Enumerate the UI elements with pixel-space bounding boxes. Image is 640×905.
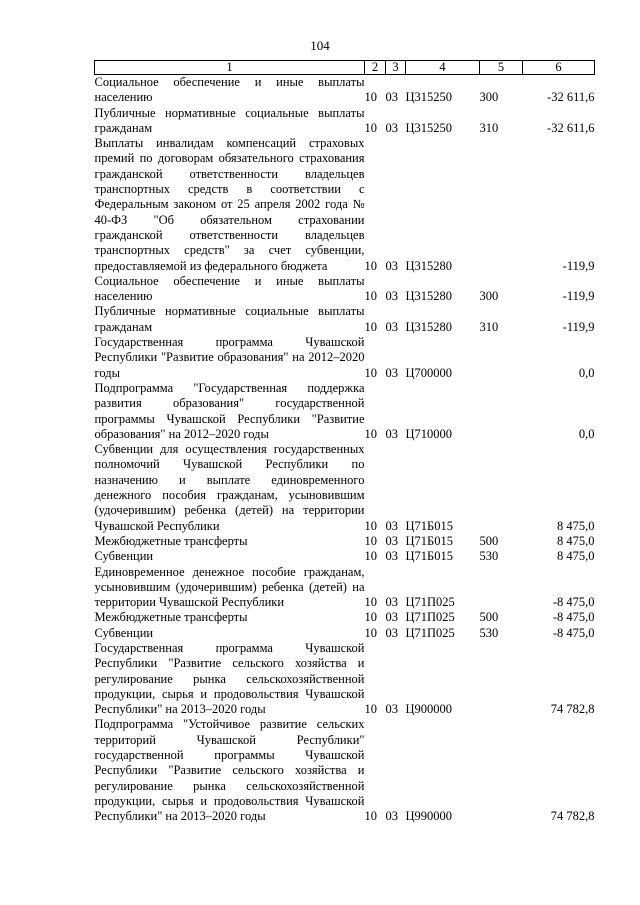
column-header-3: 3 bbox=[386, 61, 406, 75]
subsection-code-cell: 03 bbox=[385, 533, 398, 548]
subsection-code-cell: 03 bbox=[385, 289, 398, 304]
expense-type-cell bbox=[480, 381, 523, 442]
amount-cell: -119,9 bbox=[562, 319, 595, 334]
section-code-cell: 10 bbox=[364, 533, 377, 548]
section-code-cell: 10 bbox=[364, 319, 377, 334]
amount-cell: 74 782,8 bbox=[550, 809, 595, 824]
table-row bbox=[95, 442, 595, 534]
column-header-6: 6 bbox=[523, 61, 595, 75]
table-header-row bbox=[95, 61, 595, 75]
row-name-cell: Выплаты инвалидам компенсаций страховых премий по договорам обязательного страхования гражданской ответственности владельцев транспортных средств в соответствии с Федеральным законом от 25 апреля 2002 года № 40-ФЗ "Об обязательном страховании гражданской ответственности владельцев транспортных средств" за счет субвенции, предоставляемой из федерального бюджета bbox=[94, 136, 365, 273]
amount-cell: 8 475,0 bbox=[557, 518, 595, 533]
target-article-cell: Ц71Б015 bbox=[405, 549, 453, 564]
subsection-code-cell: 03 bbox=[385, 549, 398, 564]
amount-cell: 8 475,0 bbox=[557, 549, 595, 564]
amount-cell: -119,9 bbox=[562, 258, 595, 273]
expense-type-cell bbox=[480, 641, 523, 717]
amount-cell: -8 475,0 bbox=[552, 595, 595, 610]
expense-type-cell: 530 bbox=[479, 625, 499, 640]
expense-type-cell bbox=[480, 442, 523, 534]
amount-cell: -32 611,6 bbox=[547, 120, 595, 135]
subsection-code-cell: 03 bbox=[385, 625, 398, 640]
expense-type-cell: 310 bbox=[479, 319, 499, 334]
table-row bbox=[95, 136, 595, 274]
expense-type-cell bbox=[480, 565, 523, 611]
section-code-cell: 10 bbox=[364, 426, 377, 441]
amount-cell: -32 611,6 bbox=[547, 90, 595, 105]
page-number: 104 bbox=[310, 38, 330, 53]
section-code-cell: 10 bbox=[364, 90, 377, 105]
column-header-1: 1 bbox=[95, 61, 365, 75]
section-code-cell: 10 bbox=[364, 625, 377, 640]
expense-type-cell: 500 bbox=[479, 610, 499, 625]
row-name-cell: Единовременное денежное пособие гражданам, усыновившим (удочерившим) ребенка (детей) на территории Чувашской Республики bbox=[94, 564, 365, 610]
table-row bbox=[95, 534, 595, 549]
subsection-code-cell: 03 bbox=[385, 610, 398, 625]
expense-type-cell: 500 bbox=[479, 533, 499, 548]
row-name-cell: Социальное обеспечение и иные выплаты населению bbox=[94, 273, 365, 304]
subsection-code-cell: 03 bbox=[385, 365, 398, 380]
table-row bbox=[95, 717, 595, 824]
row-name-cell: Субвенции для осуществления государственных полномочий Чувашской Республики по назначению и выплате единовременного денежного пособия гражданам, усыновившим (удочерившим) ребенка (детей) на территории Чувашской Республики bbox=[94, 442, 365, 533]
target-article-cell: Ц71П025 bbox=[405, 595, 455, 610]
subsection-code-cell: 03 bbox=[385, 809, 398, 824]
row-name-cell: Субвенции bbox=[94, 625, 154, 640]
row-name-cell: Межбюджетные трансферты bbox=[94, 610, 248, 625]
subsection-code-cell: 03 bbox=[385, 426, 398, 441]
expense-type-cell: 310 bbox=[479, 120, 499, 135]
budget-table bbox=[94, 60, 595, 825]
target-article-cell: Ц700000 bbox=[405, 365, 453, 380]
amount-cell: -8 475,0 bbox=[552, 610, 595, 625]
row-name-cell: Подпрограмма "Государственная поддержка развития образования" государственной программы Чувашской Республики "Развитие образования" на 2012–2020 годы bbox=[94, 380, 365, 441]
amount-cell: 0,0 bbox=[578, 365, 595, 380]
section-code-cell: 10 bbox=[364, 518, 377, 533]
target-article-cell: Ц315280 bbox=[405, 258, 453, 273]
subsection-code-cell: 03 bbox=[385, 595, 398, 610]
subsection-code-cell: 03 bbox=[385, 90, 398, 105]
target-article-cell: Ц71П025 bbox=[405, 610, 455, 625]
table-row bbox=[95, 565, 595, 611]
table-row bbox=[95, 641, 595, 717]
section-code-cell: 10 bbox=[364, 120, 377, 135]
target-article-cell: Ц315250 bbox=[405, 90, 453, 105]
table-row bbox=[95, 610, 595, 625]
expense-type-cell: 300 bbox=[479, 289, 499, 304]
row-name-cell: Публичные нормативные социальные выплаты гражданам bbox=[94, 105, 365, 135]
row-name-cell: Государственная программа Чувашской Республики "Развитие сельского хозяйства и регулирование рынка сельскохозяйственной продукции, сырья и продовольствия Чувашской Республики" на 2013–2020 годы bbox=[94, 640, 365, 717]
section-code-cell: 10 bbox=[364, 289, 377, 304]
target-article-cell: Ц900000 bbox=[405, 702, 453, 717]
table-row bbox=[95, 549, 595, 564]
table-row bbox=[95, 106, 595, 137]
target-article-cell: Ц990000 bbox=[405, 809, 453, 824]
target-article-cell: Ц710000 bbox=[405, 426, 453, 441]
table-row bbox=[95, 626, 595, 641]
section-code-cell: 10 bbox=[364, 702, 377, 717]
table-row bbox=[95, 335, 595, 381]
column-header-2: 2 bbox=[365, 61, 386, 75]
row-name-cell: Социальное обеспечение и иные выплаты населению bbox=[94, 75, 365, 105]
section-code-cell: 10 bbox=[364, 365, 377, 380]
section-code-cell: 10 bbox=[364, 258, 377, 273]
amount-cell: -8 475,0 bbox=[552, 625, 595, 640]
table-row bbox=[95, 304, 595, 335]
section-code-cell: 10 bbox=[364, 809, 377, 824]
column-header-5: 5 bbox=[480, 61, 523, 75]
row-name-cell: Субвенции bbox=[94, 549, 154, 564]
section-code-cell: 10 bbox=[364, 595, 377, 610]
row-name-cell: Межбюджетные трансферты bbox=[94, 533, 248, 548]
subsection-code-cell: 03 bbox=[385, 258, 398, 273]
amount-cell: 8 475,0 bbox=[557, 533, 595, 548]
table-row bbox=[95, 381, 595, 442]
amount-cell: 74 782,8 bbox=[550, 702, 595, 717]
column-header-4: 4 bbox=[406, 61, 480, 75]
row-name-cell: Государственная программа Чувашской Республики "Развитие образования" на 2012–2020 годы bbox=[94, 335, 365, 380]
subsection-code-cell: 03 bbox=[385, 518, 398, 533]
target-article-cell: Ц315250 bbox=[405, 120, 453, 135]
subsection-code-cell: 03 bbox=[385, 702, 398, 717]
target-article-cell: Ц315280 bbox=[405, 319, 453, 334]
target-article-cell: Ц315280 bbox=[405, 289, 453, 304]
section-code-cell: 10 bbox=[364, 549, 377, 564]
table-row bbox=[95, 274, 595, 305]
target-article-cell: Ц71Б015 bbox=[405, 533, 453, 548]
target-article-cell: Ц71П025 bbox=[405, 625, 455, 640]
expense-type-cell bbox=[480, 717, 523, 824]
expense-type-cell: 530 bbox=[479, 549, 499, 564]
row-name-cell: Подпрограмма "Устойчивое развитие сельских территорий Чувашской Республики" государственной программы Чувашской Республики "Развитие сельского хозяйства и регулирование рынка сельскохозяйственной продукции, сырья и продовольствия Чувашской Республики" на 2013–2020 годы bbox=[94, 717, 365, 824]
section-code-cell: 10 bbox=[364, 610, 377, 625]
row-name-cell: Публичные нормативные социальные выплаты гражданам bbox=[94, 304, 365, 334]
amount-cell: 0,0 bbox=[578, 426, 595, 441]
expense-type-cell bbox=[480, 136, 523, 274]
subsection-code-cell: 03 bbox=[385, 120, 398, 135]
subsection-code-cell: 03 bbox=[385, 319, 398, 334]
amount-cell: -119,9 bbox=[562, 289, 595, 304]
expense-type-cell bbox=[480, 335, 523, 381]
expense-type-cell: 300 bbox=[479, 90, 499, 105]
table-row bbox=[95, 75, 595, 106]
target-article-cell: Ц71Б015 bbox=[405, 518, 453, 533]
